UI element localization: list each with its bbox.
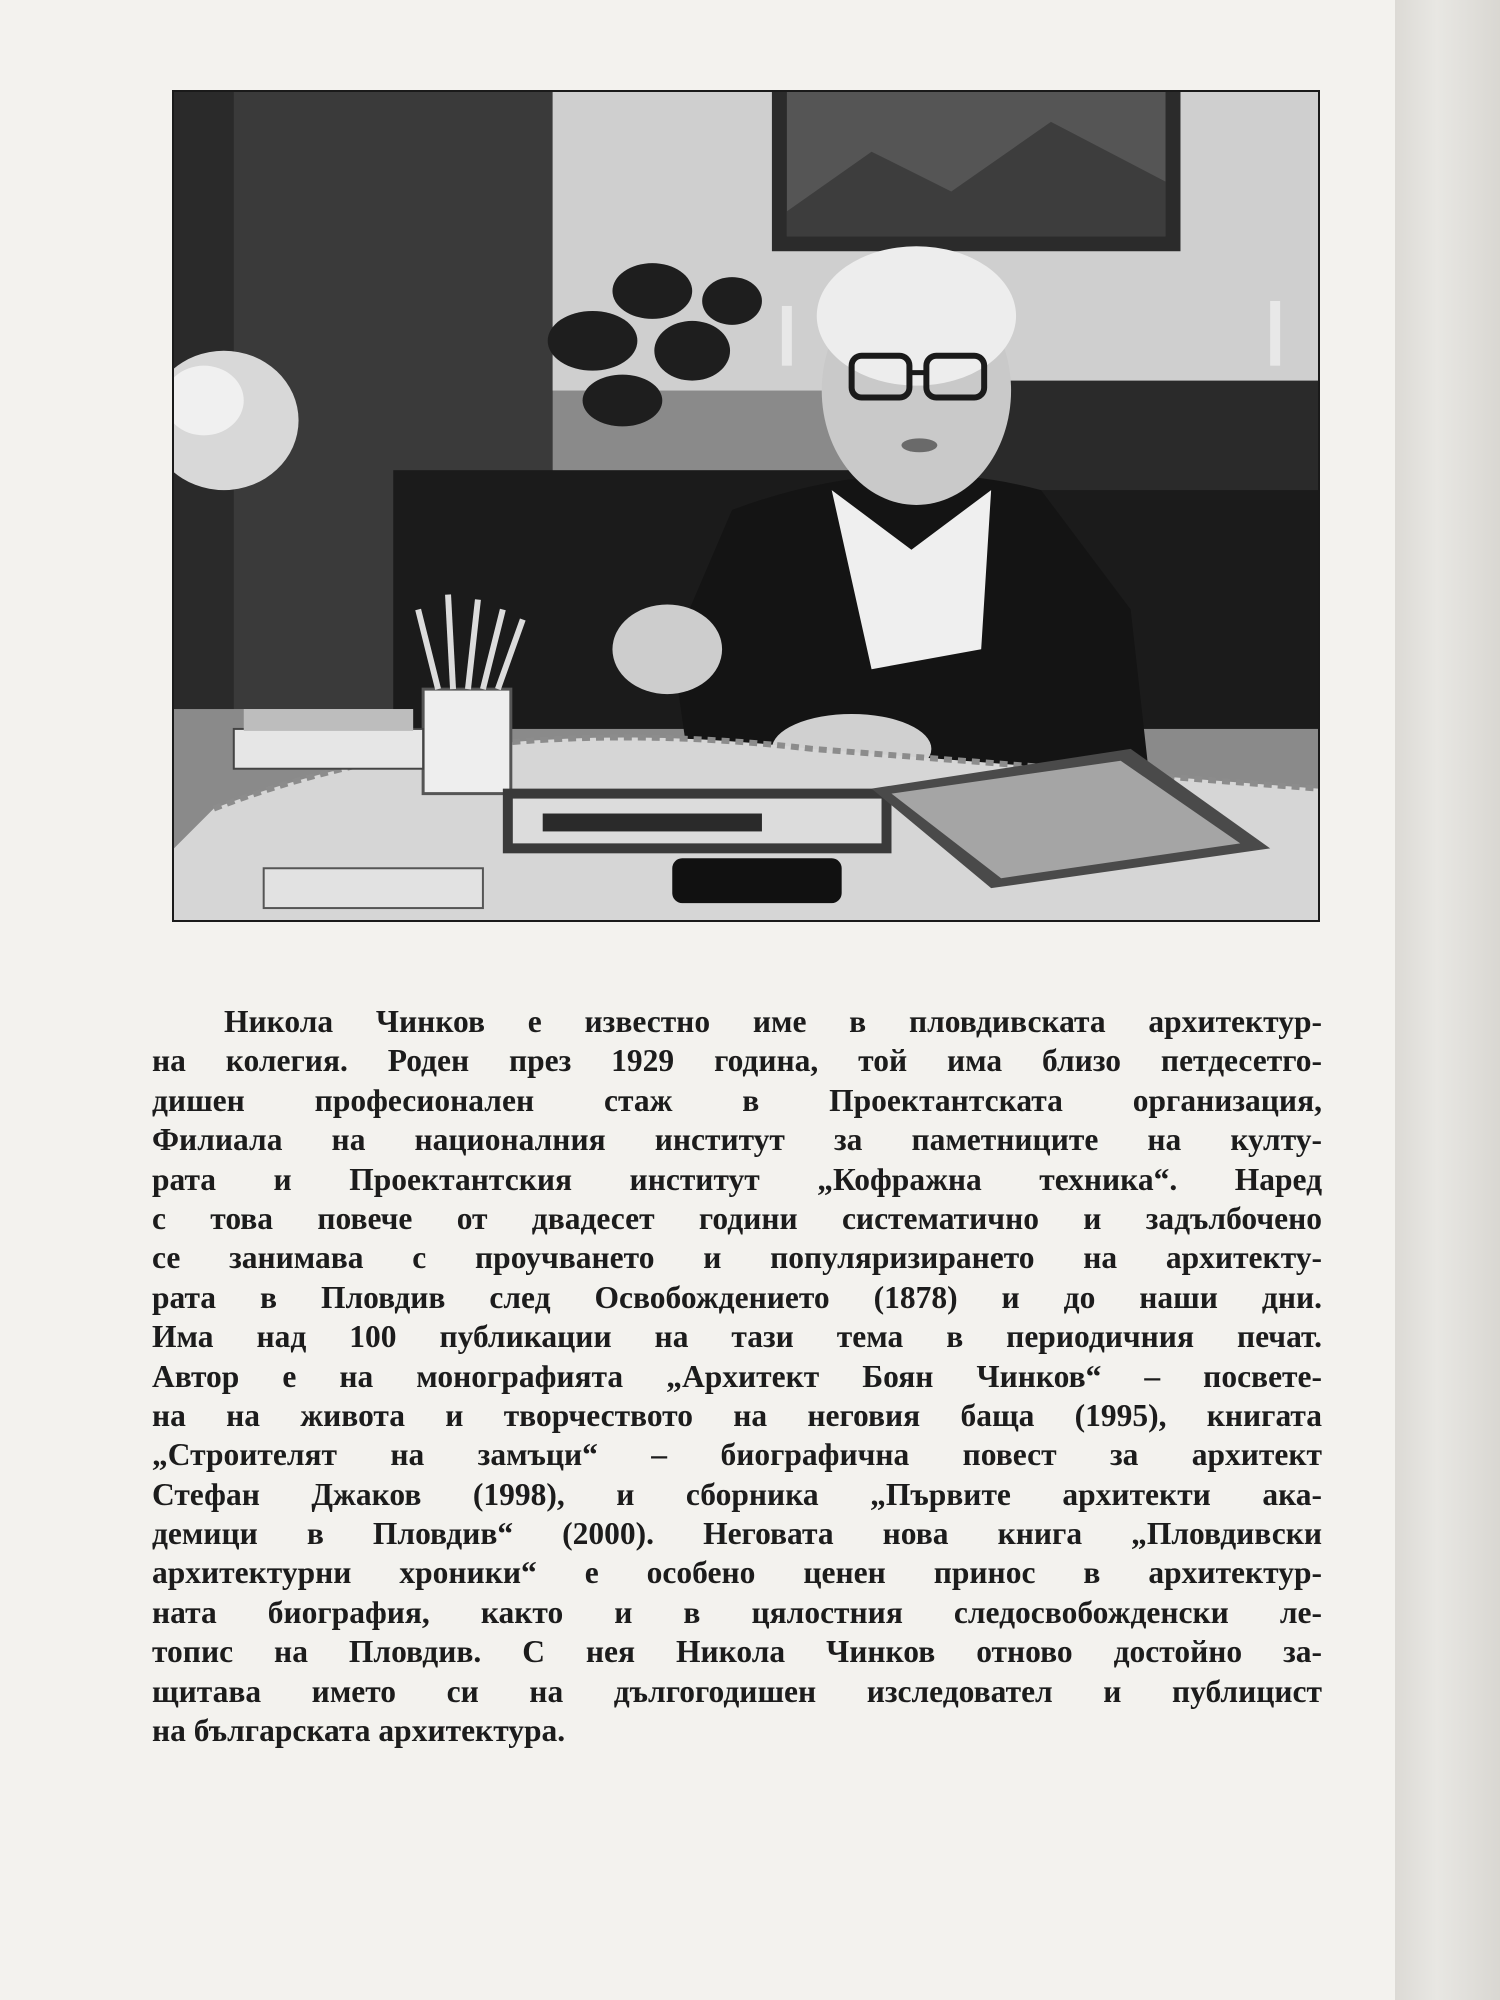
paragraph-line: демици в Пловдив“ (2000). Неговата нова книга „Пловдивски bbox=[152, 1516, 1322, 1552]
paragraph-line: Има над 100 публикации на тази тема в периодичния печат. bbox=[152, 1319, 1322, 1355]
paragraph-line: на българската архитектура. bbox=[152, 1713, 566, 1749]
portrait-photo bbox=[172, 90, 1320, 922]
paragraph-line: ната биография, както и в цялостния следосвобожденски ле- bbox=[152, 1594, 1322, 1630]
paragraph-line: архитектурни хроники“ е особено ценен принос в архитектур- bbox=[152, 1555, 1322, 1591]
paragraph-line: на на живота и творчеството на неговия баща (1995), книгата bbox=[152, 1397, 1322, 1433]
biography-paragraph bbox=[152, 1002, 1322, 1750]
paragraph-line: се занимава с проучването и популяризирането на архитекту- bbox=[152, 1240, 1322, 1276]
photo-illustration bbox=[174, 92, 1318, 920]
paragraph-line: рата в Пловдив след Освобождението (1878) и до наши дни. bbox=[152, 1279, 1322, 1315]
paragraph-line: „Строителят на замъци“ – биографична повест за архитект bbox=[152, 1437, 1322, 1473]
paragraph-line: на колегия. Роден през 1929 година, той има близо петдесетго- bbox=[152, 1043, 1322, 1079]
paragraph-line: Филиала на националния институт за паметниците на култу- bbox=[152, 1122, 1322, 1158]
paragraph-line: щитава името си на дългогодишен изследовател и публицист bbox=[152, 1673, 1322, 1709]
paragraph-line: топис на Пловдив. С нея Никола Чинков отново достойно за- bbox=[152, 1634, 1322, 1670]
paragraph-line: Автор е на монографията „Архитект Боян Чинков“ – посвете- bbox=[152, 1358, 1322, 1394]
paragraph-line: дишен професионален стаж в Проектантската организация, bbox=[152, 1082, 1322, 1118]
paragraph-line: рата и Проектантския институт „Кофражна техника“. Наред bbox=[152, 1161, 1322, 1197]
paragraph-line: Никола Чинков е известно име в пловдивската архитектур- bbox=[224, 1004, 1322, 1039]
paragraph-line: с това повече от двадесет години систематично и задълбочено bbox=[152, 1200, 1322, 1236]
paragraph-line: Стефан Джаков (1998), и сборника „Първите архитекти ака- bbox=[152, 1476, 1322, 1512]
page-edge bbox=[1395, 0, 1500, 2000]
